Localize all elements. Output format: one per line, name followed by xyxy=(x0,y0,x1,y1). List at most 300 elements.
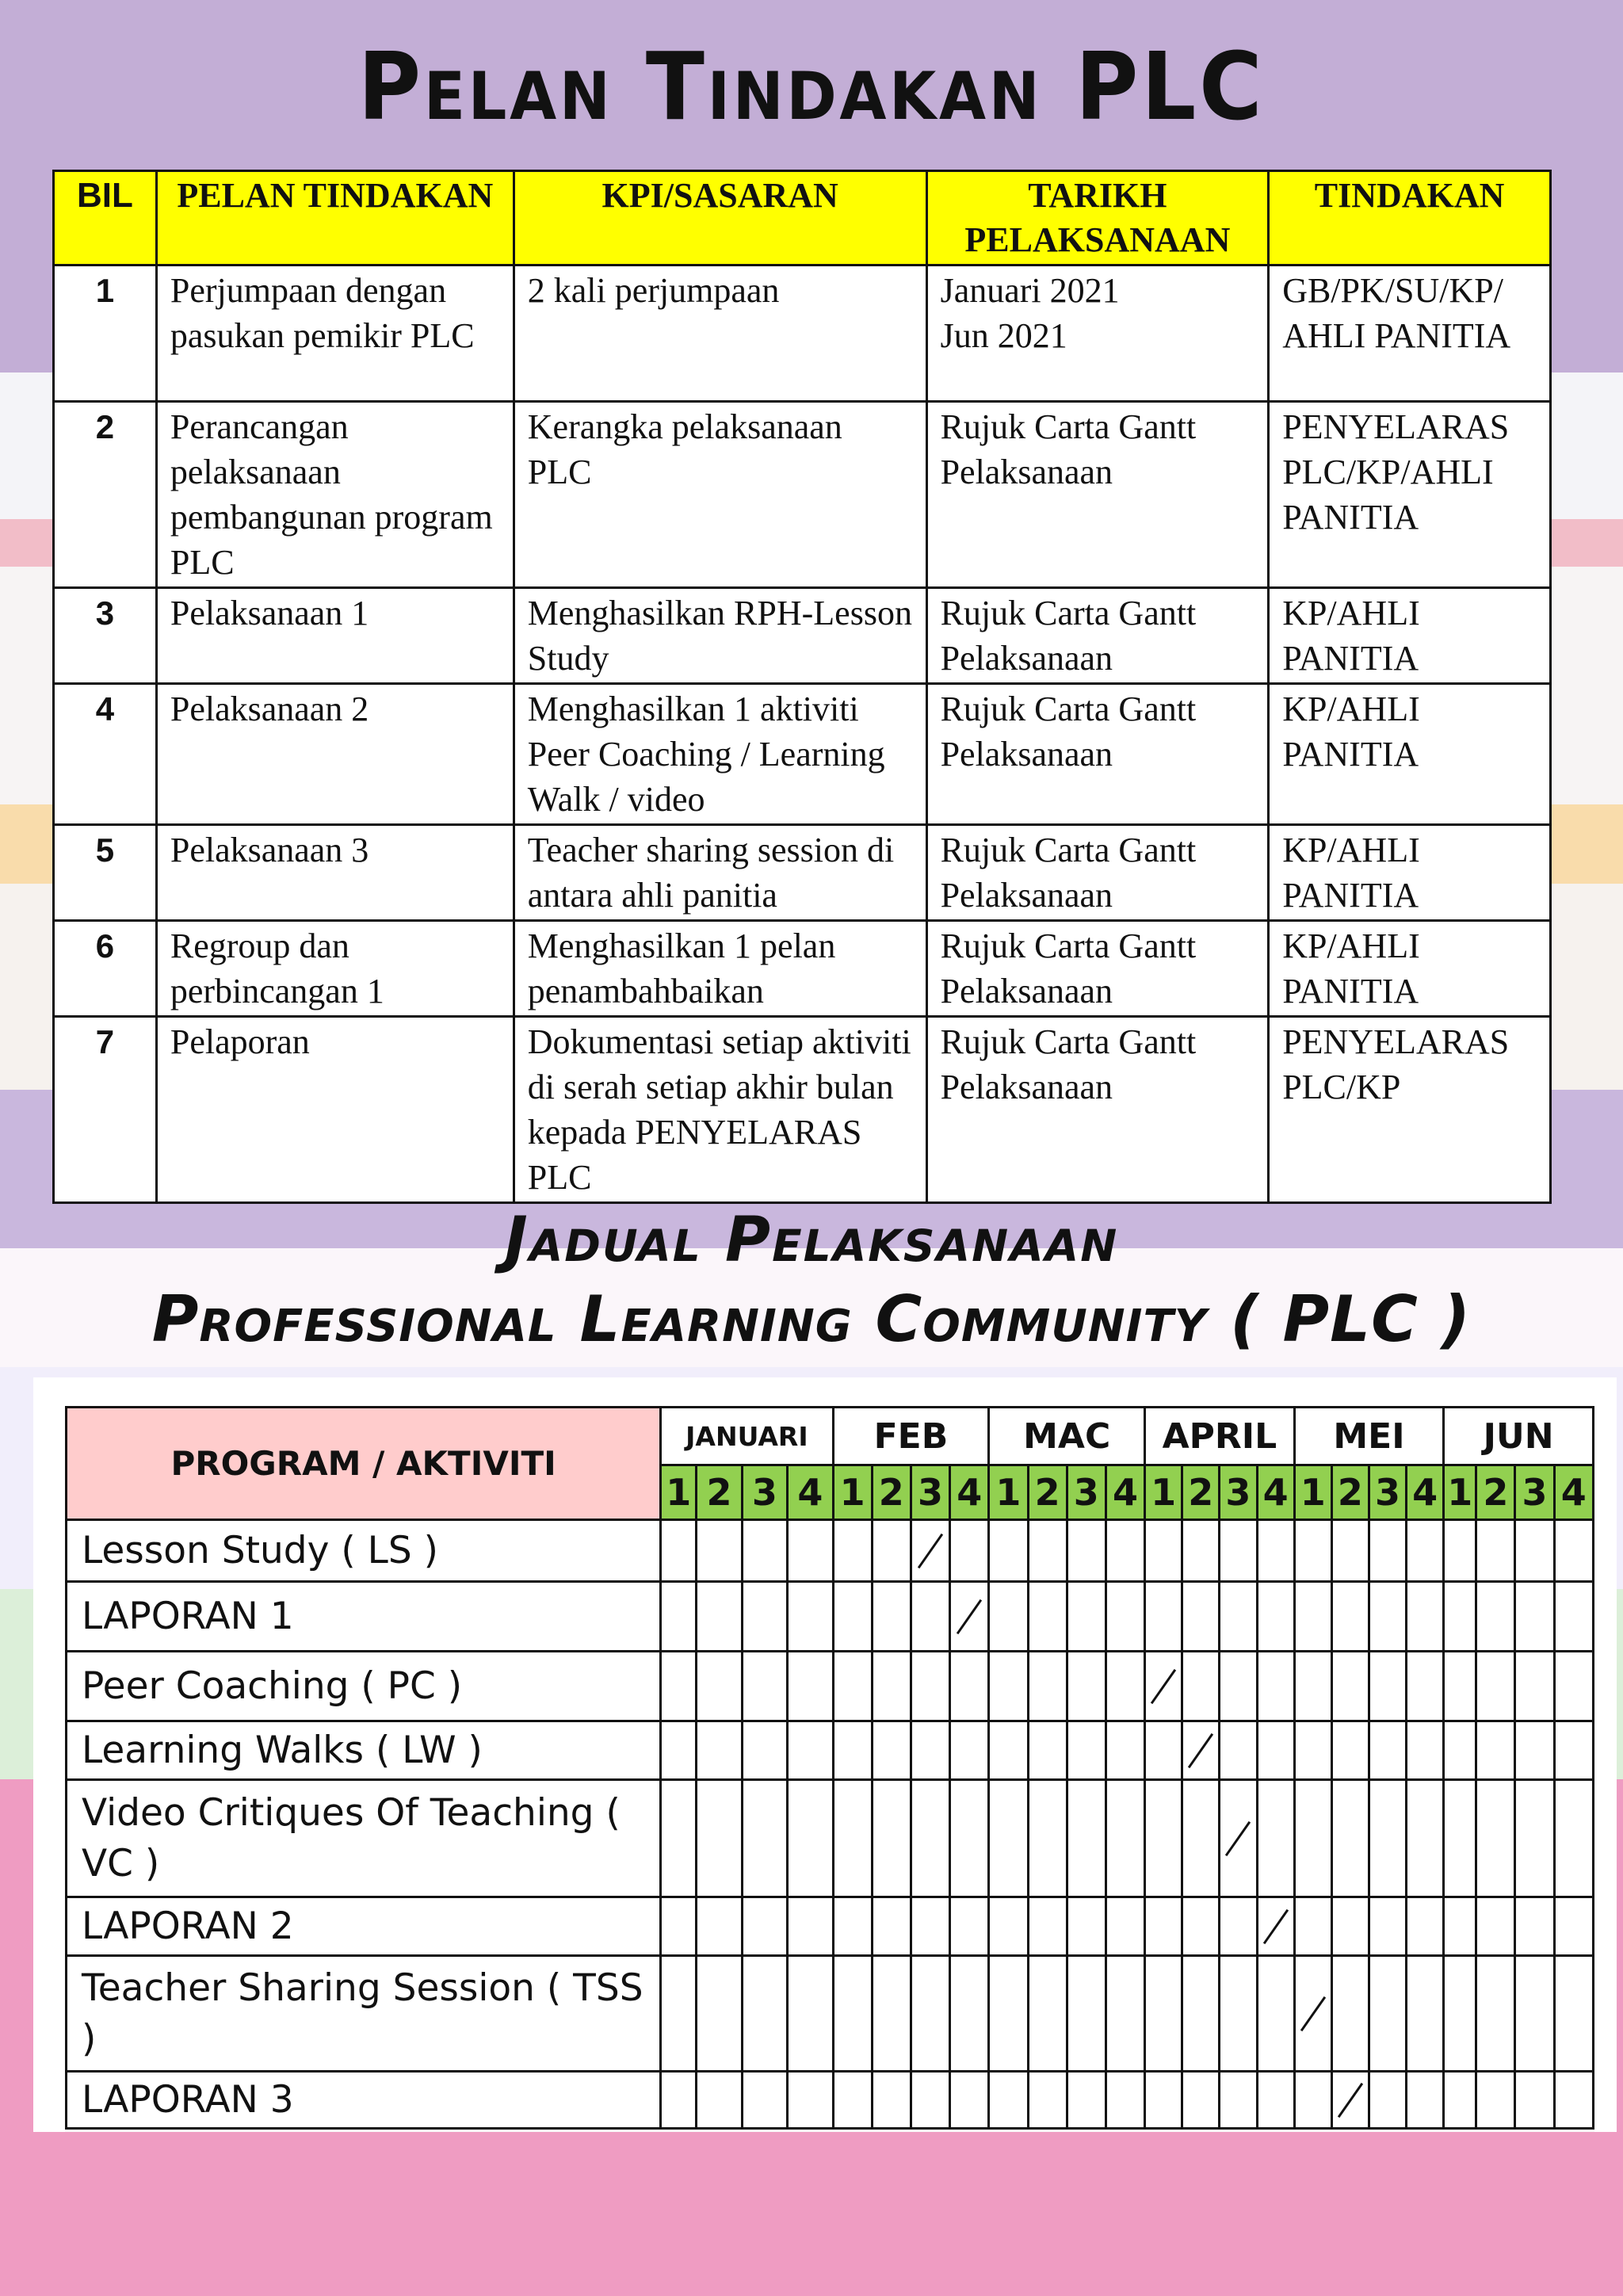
week-cell xyxy=(1407,2072,1444,2129)
activity-name: LAPORAN 2 xyxy=(67,1897,661,1956)
week-cell xyxy=(1106,1956,1144,2072)
week-cell xyxy=(1369,1520,1406,1582)
plan-kpi-cell: Menghasilkan RPH-Lesson Study xyxy=(514,588,926,684)
week-cell xyxy=(1554,2072,1593,2129)
week-cell xyxy=(989,2072,1028,2129)
week-cell xyxy=(1444,1780,1476,1897)
week-cell xyxy=(1515,1652,1554,1721)
plan-tarikh-cell: Rujuk Carta Gantt Pelaksanaan xyxy=(926,684,1269,825)
week-cell xyxy=(1220,1897,1257,1956)
month-header: MAC xyxy=(989,1408,1145,1465)
week-cell xyxy=(661,1956,697,2072)
week-cell xyxy=(950,1780,989,1897)
plan-bil-cell: 6 xyxy=(54,921,157,1017)
week-cell xyxy=(1220,1956,1257,2072)
plan-kpi-cell: Teacher sharing session di antara ahli panitia xyxy=(514,825,926,921)
week-cell xyxy=(1106,1721,1144,1780)
week-cell xyxy=(1106,1520,1144,1582)
week-cell xyxy=(1369,2072,1406,2129)
week-cell xyxy=(950,2072,989,2129)
week-cell xyxy=(661,2072,697,2129)
plan-tindakan-cell: KP/AHLI PANITIA xyxy=(1269,825,1551,921)
week-header: 4 xyxy=(1106,1465,1144,1520)
week-cell xyxy=(833,1721,872,1780)
week-cell xyxy=(1145,1897,1182,1956)
week-cell xyxy=(833,1582,872,1652)
plan-pelan-cell: Perancangan pelaksanaan pembangunan program PLC xyxy=(156,402,514,588)
week-header: 1 xyxy=(1294,1465,1331,1520)
plan-pelan-cell: Regroup dan perbincangan 1 xyxy=(156,921,514,1017)
week-header: 2 xyxy=(872,1465,911,1520)
plan-row xyxy=(54,588,1551,684)
week-cell xyxy=(1476,1520,1515,1582)
week-cell xyxy=(788,1780,833,1897)
week-cell xyxy=(1331,1956,1369,2072)
week-cell xyxy=(1067,1897,1106,1956)
plan-tindakan-cell: KP/AHLI PANITIA xyxy=(1269,921,1551,1017)
week-cell xyxy=(1182,1721,1220,1780)
week-cell xyxy=(911,1897,949,1956)
activity-name: Video Critiques Of Teaching ( VC ) xyxy=(67,1780,661,1897)
week-cell xyxy=(1554,1652,1593,1721)
week-cell xyxy=(872,1582,911,1652)
week-header: 2 xyxy=(1476,1465,1515,1520)
week-cell xyxy=(872,1956,911,2072)
week-header: 4 xyxy=(1257,1465,1294,1520)
week-cell xyxy=(697,2072,742,2129)
week-cell xyxy=(1331,1721,1369,1780)
plan-header-row xyxy=(54,171,1551,266)
plan-kpi-cell: Dokumentasi setiap aktiviti di serah setiap akhir bulan kepada PENYELARAS PLC xyxy=(514,1017,926,1203)
week-cell xyxy=(1331,1520,1369,1582)
week-cell xyxy=(1476,1780,1515,1897)
schedule-row xyxy=(67,1652,1594,1721)
week-cell xyxy=(911,1956,949,2072)
week-header: 4 xyxy=(950,1465,989,1520)
week-cell xyxy=(1028,1780,1067,1897)
week-cell xyxy=(1182,1780,1220,1897)
month-header: JUN xyxy=(1444,1408,1594,1465)
week-cell xyxy=(950,1897,989,1956)
week-cell xyxy=(788,1582,833,1652)
plan-tindakan-cell: PENYELARAS PLC/KP/AHLI PANITIA xyxy=(1269,402,1551,588)
plan-pelan-cell: Pelaksanaan 3 xyxy=(156,825,514,921)
week-cell xyxy=(742,1897,787,1956)
plan-tarikh-cell: Rujuk Carta Gantt Pelaksanaan xyxy=(926,825,1269,921)
week-cell xyxy=(1257,1721,1294,1780)
week-header: 1 xyxy=(989,1465,1028,1520)
week-cell xyxy=(1294,1721,1331,1780)
week-cell xyxy=(1294,1897,1331,1956)
week-cell xyxy=(661,1780,697,1897)
week-header: 3 xyxy=(1220,1465,1257,1520)
week-cell xyxy=(911,1780,949,1897)
plan-tindakan-cell: KP/AHLI PANITIA xyxy=(1269,684,1551,825)
week-cell xyxy=(872,1652,911,1721)
week-cell xyxy=(1407,1956,1444,2072)
week-cell xyxy=(1515,1721,1554,1780)
week-cell xyxy=(1067,1582,1106,1652)
week-cell xyxy=(742,1520,787,1582)
week-header: 2 xyxy=(697,1465,742,1520)
week-cell xyxy=(1028,1897,1067,1956)
week-cell xyxy=(1106,1780,1144,1897)
week-cell xyxy=(1145,1652,1182,1721)
week-cell xyxy=(1028,1721,1067,1780)
month-header: APRIL xyxy=(1145,1408,1295,1465)
week-header: 1 xyxy=(833,1465,872,1520)
week-header: 3 xyxy=(1369,1465,1406,1520)
week-cell xyxy=(1369,1652,1406,1721)
month-header: MEI xyxy=(1294,1408,1444,1465)
plan-bil-cell: 7 xyxy=(54,1017,157,1203)
week-cell xyxy=(1476,2072,1515,2129)
week-cell xyxy=(1257,2072,1294,2129)
week-header: 2 xyxy=(1331,1465,1369,1520)
week-header: 3 xyxy=(911,1465,949,1520)
schedule-title-line1: Jadual Pelaksanaan xyxy=(504,1205,1119,1276)
week-cell xyxy=(911,2072,949,2129)
week-cell xyxy=(1407,1582,1444,1652)
week-cell xyxy=(742,1956,787,2072)
week-cell xyxy=(1106,1652,1144,1721)
activity-name: LAPORAN 3 xyxy=(67,2072,661,2129)
week-cell xyxy=(1106,2072,1144,2129)
week-cell xyxy=(1407,1520,1444,1582)
week-cell xyxy=(1257,1652,1294,1721)
week-cell xyxy=(1145,2072,1182,2129)
week-header: 4 xyxy=(788,1465,833,1520)
week-cell xyxy=(833,1520,872,1582)
plan-tindakan-cell: GB/PK/SU/KP/ AHLI PANITIA xyxy=(1269,266,1551,402)
week-cell xyxy=(1294,1652,1331,1721)
week-cell xyxy=(1106,1897,1144,1956)
week-cell xyxy=(1369,1582,1406,1652)
plan-bil-cell: 4 xyxy=(54,684,157,825)
week-cell xyxy=(1028,1956,1067,2072)
plan-pelan-cell: Pelaksanaan 1 xyxy=(156,588,514,684)
week-cell xyxy=(1515,2072,1554,2129)
plan-tarikh-cell: Rujuk Carta Gantt Pelaksanaan xyxy=(926,402,1269,588)
tick-mark-icon xyxy=(1300,1996,1326,2030)
week-cell xyxy=(661,1652,697,1721)
week-cell xyxy=(1182,1652,1220,1721)
week-cell xyxy=(1028,2072,1067,2129)
schedule-row xyxy=(67,1520,1594,1582)
program-header: PROGRAM / AKTIVITI xyxy=(67,1408,661,1520)
plan-tarikh-cell: Rujuk Carta Gantt Pelaksanaan xyxy=(926,1017,1269,1203)
week-cell xyxy=(697,1582,742,1652)
plan-bil-cell: 2 xyxy=(54,402,157,588)
action-plan-table xyxy=(52,170,1552,1204)
plan-kpi-cell: 2 kali perjumpaan xyxy=(514,266,926,402)
week-header: 3 xyxy=(1067,1465,1106,1520)
plan-kpi-cell: Kerangka pelaksanaan PLC xyxy=(514,402,926,588)
plan-header-pelan: PELAN TINDAKAN xyxy=(156,171,514,266)
plan-pelan-cell: Pelaporan xyxy=(156,1017,514,1203)
week-cell xyxy=(1106,1582,1144,1652)
week-header: 3 xyxy=(742,1465,787,1520)
week-cell xyxy=(697,1721,742,1780)
week-cell xyxy=(1444,1956,1476,2072)
week-cell xyxy=(1145,1721,1182,1780)
plan-tarikh-cell: Rujuk Carta Gantt Pelaksanaan xyxy=(926,588,1269,684)
plan-pelan-cell: Perjumpaan dengan pasukan pemikir PLC xyxy=(156,266,514,402)
week-cell xyxy=(872,1520,911,1582)
week-cell xyxy=(788,1520,833,1582)
week-cell xyxy=(1145,1520,1182,1582)
page-title: Pelan Tindakan PLC xyxy=(357,32,1266,141)
week-cell xyxy=(1515,1520,1554,1582)
week-cell xyxy=(742,1780,787,1897)
week-cell xyxy=(950,1520,989,1582)
plan-tarikh-cell: Rujuk Carta Gantt Pelaksanaan xyxy=(926,921,1269,1017)
week-cell xyxy=(788,1652,833,1721)
month-header: JANUARI xyxy=(661,1408,833,1465)
week-cell xyxy=(1028,1520,1067,1582)
week-header: 4 xyxy=(1407,1465,1444,1520)
week-cell xyxy=(872,1780,911,1897)
week-cell xyxy=(1369,1721,1406,1780)
week-cell xyxy=(1476,1897,1515,1956)
week-cell xyxy=(1182,1582,1220,1652)
week-cell xyxy=(989,1652,1028,1721)
week-cell xyxy=(872,1721,911,1780)
plan-pelan-cell: Pelaksanaan 2 xyxy=(156,684,514,825)
plan-header-tarikh: TARIKH PELAKSANAAN xyxy=(926,171,1269,266)
week-cell xyxy=(833,1956,872,2072)
week-cell xyxy=(1444,1582,1476,1652)
week-cell xyxy=(1257,1780,1294,1897)
week-header: 1 xyxy=(661,1465,697,1520)
activity-name: Learning Walks ( LW ) xyxy=(67,1721,661,1780)
week-cell xyxy=(742,1582,787,1652)
week-cell xyxy=(1476,1956,1515,2072)
week-cell xyxy=(1515,1582,1554,1652)
week-cell xyxy=(950,1652,989,1721)
week-cell xyxy=(950,1721,989,1780)
week-cell xyxy=(1028,1582,1067,1652)
week-cell xyxy=(1257,1956,1294,2072)
week-cell xyxy=(833,2072,872,2129)
plan-bil-cell: 5 xyxy=(54,825,157,921)
week-cell xyxy=(1145,1582,1182,1652)
week-cell xyxy=(1476,1582,1515,1652)
week-cell xyxy=(1444,1721,1476,1780)
plan-tarikh-cell: Januari 2021 Jun 2021 xyxy=(926,266,1269,402)
plan-header-tindakan: TINDAKAN xyxy=(1269,171,1551,266)
schedule-row xyxy=(67,1582,1594,1652)
week-cell xyxy=(1369,1897,1406,1956)
week-cell xyxy=(661,1721,697,1780)
week-header: 2 xyxy=(1028,1465,1067,1520)
week-cell xyxy=(697,1897,742,1956)
week-cell xyxy=(1182,1897,1220,1956)
plan-bil-cell: 3 xyxy=(54,588,157,684)
week-cell xyxy=(1220,1780,1257,1897)
week-cell xyxy=(1182,2072,1220,2129)
plan-row xyxy=(54,1017,1551,1203)
plan-bil-cell: 1 xyxy=(54,266,157,402)
week-cell xyxy=(911,1582,949,1652)
month-header: FEB xyxy=(833,1408,989,1465)
week-cell xyxy=(1407,1721,1444,1780)
schedule-row xyxy=(67,1780,1594,1897)
schedule-row xyxy=(67,2072,1594,2129)
week-cell xyxy=(1407,1780,1444,1897)
plan-row xyxy=(54,266,1551,402)
week-cell xyxy=(697,1956,742,2072)
week-header: 2 xyxy=(1182,1465,1220,1520)
schedule-row xyxy=(67,1721,1594,1780)
plan-kpi-cell: Menghasilkan 1 aktiviti Peer Coaching / Learning Walk / video xyxy=(514,684,926,825)
week-cell xyxy=(788,1721,833,1780)
week-cell xyxy=(1331,1582,1369,1652)
plan-row xyxy=(54,684,1551,825)
week-cell xyxy=(1145,1780,1182,1897)
week-cell xyxy=(989,1780,1028,1897)
week-cell xyxy=(911,1520,949,1582)
week-cell xyxy=(1067,1721,1106,1780)
week-cell xyxy=(742,1652,787,1721)
plan-tindakan-cell: KP/AHLI PANITIA xyxy=(1269,588,1551,684)
week-cell xyxy=(661,1582,697,1652)
month-header-row xyxy=(67,1408,1594,1465)
plan-header-kpi: KPI/SASARAN xyxy=(514,171,926,266)
tick-mark-icon xyxy=(918,1533,943,1568)
week-cell xyxy=(697,1780,742,1897)
schedule-row xyxy=(67,1956,1594,2072)
week-cell xyxy=(1515,1897,1554,1956)
week-cell xyxy=(1554,1520,1593,1582)
week-cell xyxy=(833,1780,872,1897)
week-cell xyxy=(911,1652,949,1721)
week-cell xyxy=(1331,1652,1369,1721)
week-cell xyxy=(1476,1652,1515,1721)
week-cell xyxy=(1554,1897,1593,1956)
week-header: 1 xyxy=(1444,1465,1476,1520)
week-cell xyxy=(1220,1721,1257,1780)
week-cell xyxy=(989,1520,1028,1582)
week-header: 4 xyxy=(1554,1465,1593,1520)
week-cell xyxy=(1476,1721,1515,1780)
week-cell xyxy=(1294,1520,1331,1582)
week-cell xyxy=(1331,1780,1369,1897)
week-header: 3 xyxy=(1515,1465,1554,1520)
week-cell xyxy=(1444,1520,1476,1582)
week-cell xyxy=(1220,1652,1257,1721)
week-cell xyxy=(1067,1652,1106,1721)
tick-mark-icon xyxy=(1225,1820,1251,1855)
week-cell xyxy=(1145,1956,1182,2072)
plan-row xyxy=(54,921,1551,1017)
activity-name: Teacher Sharing Session ( TSS ) xyxy=(67,1956,661,2072)
week-cell xyxy=(1331,2072,1369,2129)
week-cell xyxy=(661,1897,697,1956)
week-cell xyxy=(1515,1780,1554,1897)
week-cell xyxy=(1067,1780,1106,1897)
plan-tindakan-cell: PENYELARAS PLC/KP xyxy=(1269,1017,1551,1203)
week-cell xyxy=(950,1582,989,1652)
week-cell xyxy=(1220,2072,1257,2129)
week-cell xyxy=(1294,1582,1331,1652)
week-cell xyxy=(697,1520,742,1582)
tick-mark-icon xyxy=(1338,2082,1363,2117)
week-cell xyxy=(1182,1956,1220,2072)
week-cell xyxy=(1444,1652,1476,1721)
week-cell xyxy=(1369,1780,1406,1897)
week-cell xyxy=(661,1520,697,1582)
week-cell xyxy=(950,1956,989,2072)
week-cell xyxy=(1294,1956,1331,2072)
week-cell xyxy=(989,1721,1028,1780)
plan-header-bil: BIL xyxy=(54,171,157,266)
schedule-title-line2: Professional Learning Community ( PLC ) xyxy=(151,1282,1472,1356)
week-cell xyxy=(989,1956,1028,2072)
tick-mark-icon xyxy=(1262,1908,1288,1943)
schedule-row xyxy=(67,1897,1594,1956)
week-cell xyxy=(911,1721,949,1780)
schedule-gantt-table xyxy=(65,1406,1594,2130)
week-cell xyxy=(788,2072,833,2129)
week-cell xyxy=(1220,1520,1257,1582)
plan-kpi-cell: Menghasilkan 1 pelan penambahbaikan xyxy=(514,921,926,1017)
week-cell xyxy=(1294,1780,1331,1897)
week-cell xyxy=(1407,1652,1444,1721)
plan-row xyxy=(54,825,1551,921)
week-cell xyxy=(989,1897,1028,1956)
week-cell xyxy=(1220,1582,1257,1652)
activity-name: Peer Coaching ( PC ) xyxy=(67,1652,661,1721)
week-cell xyxy=(1067,1520,1106,1582)
week-cell xyxy=(1369,1956,1406,2072)
week-cell xyxy=(742,1721,787,1780)
week-cell xyxy=(742,2072,787,2129)
week-cell xyxy=(1444,2072,1476,2129)
week-cell xyxy=(1257,1582,1294,1652)
week-cell xyxy=(1515,1956,1554,2072)
week-cell xyxy=(1554,1956,1593,2072)
week-cell xyxy=(1182,1520,1220,1582)
week-cell xyxy=(1554,1780,1593,1897)
week-cell xyxy=(1067,1956,1106,2072)
week-cell xyxy=(872,2072,911,2129)
week-cell xyxy=(1407,1897,1444,1956)
week-cell xyxy=(1028,1652,1067,1721)
week-cell xyxy=(1554,1721,1593,1780)
activity-name: LAPORAN 1 xyxy=(67,1582,661,1652)
week-cell xyxy=(1444,1897,1476,1956)
week-cell xyxy=(697,1652,742,1721)
week-cell xyxy=(1067,2072,1106,2129)
week-cell xyxy=(788,1956,833,2072)
week-cell xyxy=(788,1897,833,1956)
tick-mark-icon xyxy=(957,1599,982,1633)
week-cell xyxy=(1294,2072,1331,2129)
activity-name: Lesson Study ( LS ) xyxy=(67,1520,661,1582)
plan-row xyxy=(54,402,1551,588)
week-cell xyxy=(989,1582,1028,1652)
week-header: 1 xyxy=(1145,1465,1182,1520)
tick-mark-icon xyxy=(1188,1733,1213,1767)
week-cell xyxy=(1257,1897,1294,1956)
week-cell xyxy=(833,1652,872,1721)
week-cell xyxy=(1331,1897,1369,1956)
week-cell xyxy=(872,1897,911,1956)
week-cell xyxy=(1554,1582,1593,1652)
tick-mark-icon xyxy=(1151,1668,1176,1703)
week-cell xyxy=(833,1897,872,1956)
